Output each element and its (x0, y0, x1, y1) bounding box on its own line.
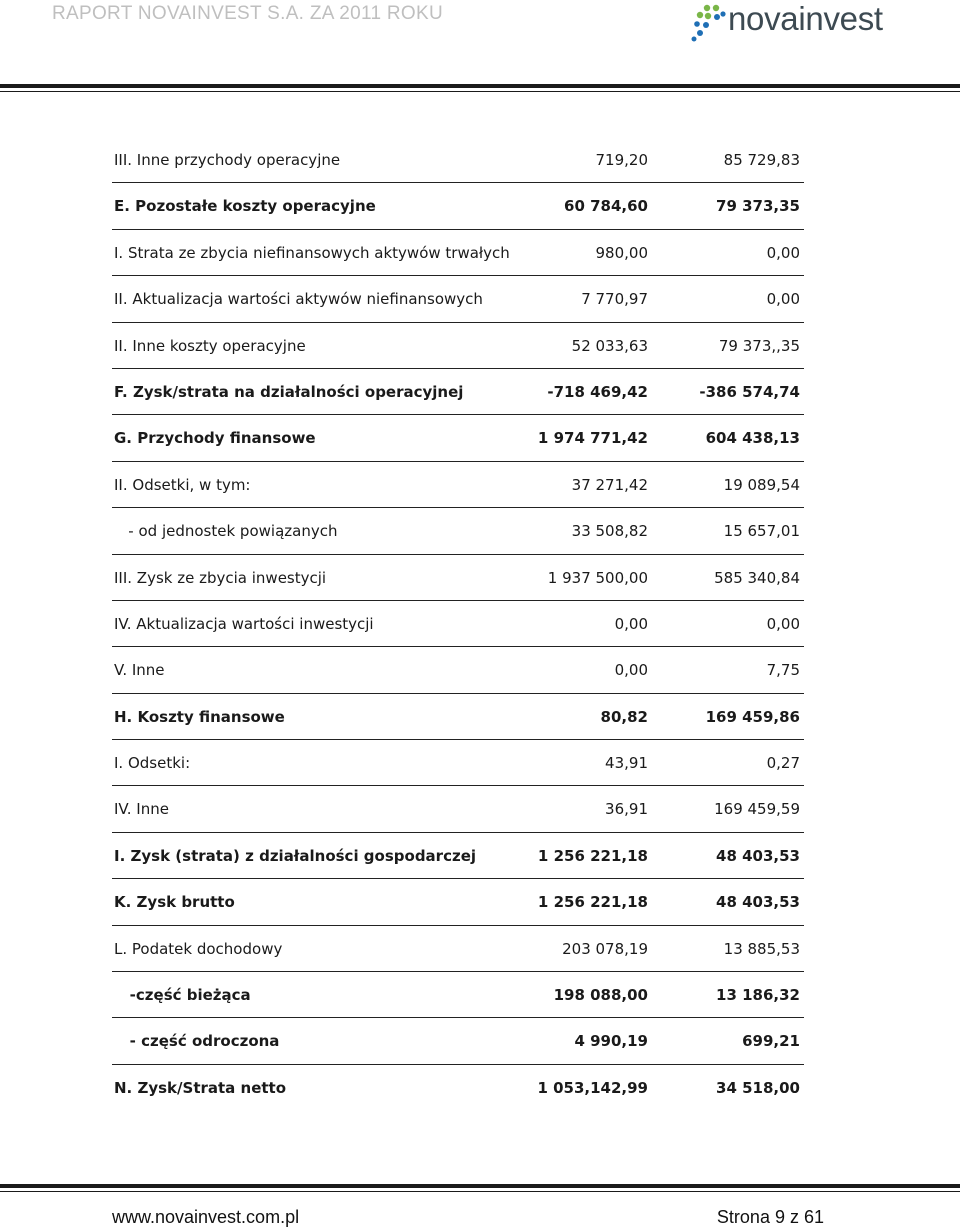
table-row (112, 183, 804, 229)
row-value-2011: 980,00 (595, 243, 648, 262)
row-value-2011: 1 974 771,42 (537, 429, 648, 448)
row-value-2011: 36,91 (605, 800, 648, 819)
table-row (112, 137, 804, 183)
table-row (112, 694, 804, 740)
header-divider (0, 84, 960, 88)
table-row (112, 879, 804, 925)
footer-page-number: Strona 9 z 61 (716, 1207, 824, 1227)
table-row (112, 555, 804, 601)
table-row (112, 786, 804, 832)
row-label: I. Zysk (strata) z działalności gospodarczej (114, 846, 477, 865)
table-row (112, 1065, 804, 1111)
table-row (112, 462, 804, 508)
row-label: I. Strata ze zbycia niefinansowych aktywów trwałych (114, 243, 510, 262)
report-title: RAPORT NOVAINVEST S.A. ZA 2011 ROKU (52, 3, 443, 24)
header-divider-thin (0, 91, 960, 92)
footer-website: www.novainvest.com.pl (112, 1207, 300, 1227)
row-value-2011: 7 770,97 (581, 290, 648, 309)
row-value-2011: 0,00 (614, 661, 648, 680)
row-value-2010: -386 574,74 (699, 382, 800, 401)
row-value-2011: 1 937 500,00 (547, 568, 648, 587)
row-value-2010: 169 459,59 (714, 800, 800, 819)
table-row (112, 972, 804, 1018)
row-label: III. Zysk ze zbycia inwestycji (114, 568, 327, 587)
table-row (112, 415, 804, 461)
row-label: E. Pozostałe koszty operacyjne (114, 197, 376, 216)
row-label: IV. Aktualizacja wartości inwestycji (114, 614, 374, 633)
row-value-2011: 43,91 (605, 754, 648, 773)
row-label: F. Zysk/strata na działalności operacyjnej (114, 382, 464, 401)
table-row (112, 926, 804, 972)
row-label: H. Koszty finansowe (114, 707, 285, 726)
row-label: L. Podatek dochodowy (114, 939, 283, 958)
row-label: III. Inne przychody operacyjne (114, 151, 341, 169)
row-label: - od jednostek powiązanych (114, 522, 338, 541)
row-label: IV. Inne (114, 800, 169, 819)
table-row (112, 276, 804, 322)
row-value-2010: 48 403,53 (716, 846, 800, 865)
row-label: G. Przychody finansowe (114, 429, 316, 448)
row-value-2011: 1 256 221,18 (537, 893, 648, 912)
table-row (112, 1018, 804, 1064)
row-value-2011: 198 088,00 (553, 986, 648, 1005)
logo-dots-icon (690, 2, 726, 42)
table-row (112, 601, 804, 647)
table-row (112, 323, 804, 369)
row-value-2011: 80,82 (600, 707, 648, 726)
table-row (112, 833, 804, 879)
row-value-2010: 19 089,54 (723, 475, 800, 494)
row-value-2010: 0,00 (766, 290, 800, 309)
row-value-2010: 699,21 (742, 1032, 800, 1051)
row-label: V. Inne (114, 661, 165, 680)
row-value-2011: 4 990,19 (574, 1032, 648, 1051)
row-label: II. Inne koszty operacyjne (114, 336, 306, 355)
row-value-2011: 0,00 (614, 614, 648, 633)
page-header (0, 0, 960, 90)
table-row (112, 230, 804, 276)
row-value-2010: 0,00 (766, 614, 800, 633)
row-value-2011: 203 078,19 (562, 939, 648, 958)
financial-table (112, 137, 804, 1111)
row-value-2011: 33 508,82 (571, 522, 648, 541)
row-value-2011: 52 033,63 (571, 336, 648, 355)
row-value-2010: 585 340,84 (714, 568, 800, 587)
row-value-2010: 15 657,01 (723, 522, 800, 541)
logo-text: novainvest (728, 0, 883, 37)
row-value-2010: 79 373,35 (716, 197, 800, 216)
row-value-2010: 79 373,,35 (718, 336, 800, 355)
table-row (112, 508, 804, 554)
row-value-2011: 37 271,42 (571, 475, 648, 494)
row-label: N. Zysk/Strata netto (114, 1078, 287, 1097)
footer-divider (0, 1184, 960, 1188)
row-value-2010: 0,27 (766, 754, 800, 773)
row-value-2011: 1 053,142,99 (537, 1078, 648, 1097)
table-row (112, 647, 804, 693)
row-label: I. Odsetki: (114, 754, 191, 773)
row-value-2010: 169 459,86 (705, 707, 800, 726)
footer-divider-thin (0, 1191, 960, 1192)
row-value-2011: 60 784,60 (564, 197, 648, 216)
novainvest-logo (690, 0, 905, 44)
row-label: II. Odsetki, w tym: (114, 475, 251, 494)
table-row (112, 369, 804, 415)
row-label: -część bieżąca (114, 986, 251, 1005)
row-value-2010: 0,00 (766, 243, 800, 262)
row-value-2010: 13 186,32 (716, 986, 800, 1005)
row-label: II. Aktualizacja wartości aktywów niefinansowych (114, 290, 483, 309)
row-label: K. Zysk brutto (114, 893, 235, 912)
row-value-2010: 13 885,53 (723, 939, 800, 958)
row-value-2010: 7,75 (766, 661, 800, 680)
row-value-2011: 1 256 221,18 (537, 846, 648, 865)
table-row (112, 740, 804, 786)
row-value-2010: 604 438,13 (705, 429, 800, 448)
row-value-2010: 85 729,83 (723, 151, 800, 169)
row-value-2010: 34 518,00 (716, 1078, 800, 1097)
row-value-2011: 719,20 (595, 151, 648, 169)
row-value-2010: 48 403,53 (716, 893, 800, 912)
row-value-2011: -718 469,42 (547, 382, 648, 401)
row-label: - część odroczona (114, 1032, 280, 1051)
